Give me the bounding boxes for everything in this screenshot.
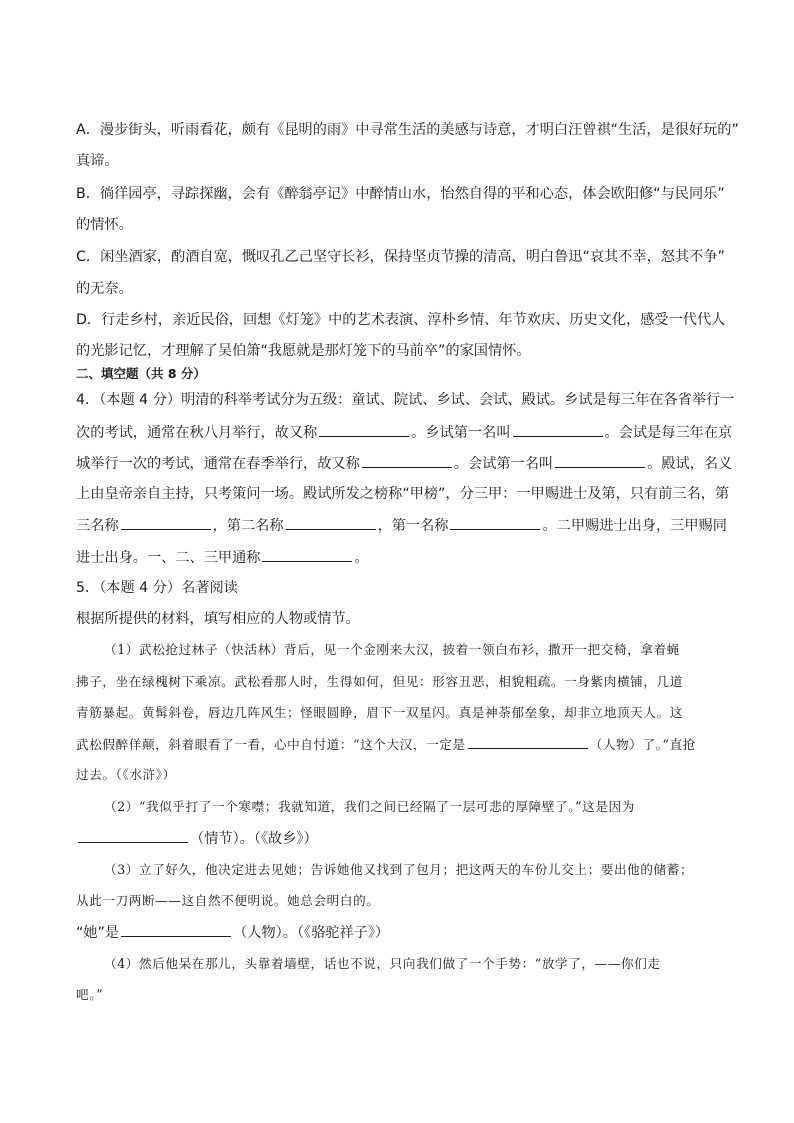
q4-line-4: 上由皇帝亲自主持，只考策问一场。殿试所发之榜称“甲榜”，分三甲：一甲赐进士及第，只有前三名，第 — [76, 486, 730, 502]
answer-blank[interactable] — [319, 422, 409, 437]
q5-passage-4-line-2: 吧。” — [76, 987, 104, 1002]
q4-text: 次的考试，通常在秋八月举行，故又称 — [76, 425, 318, 441]
q5-passage-1-line-4 — [76, 734, 696, 755]
answer-blank[interactable] — [468, 734, 588, 749]
answer-blank[interactable] — [78, 828, 188, 843]
choice-c-line-1: C．闲坐酒家，酌酒自宽，慨叹孔乙己坚守长衫，保持坚贞节操的清高，明白鲁迅“哀其不幸，怒其不争” — [76, 249, 725, 265]
q5-passage-1-line-5: 过去。（《水浒》） — [76, 767, 176, 782]
answer-blank[interactable] — [555, 453, 645, 468]
q5-passage-3-line-1: （3）立了好久，他决定进去见她；告诉她他又找到了包月；把这两天的车份儿交上；要出他的储蓄； — [104, 862, 694, 877]
choice-a-line-2: 真谛。 — [76, 153, 119, 169]
q4-text: 进士出身。一、二、三甲通称 — [76, 550, 261, 566]
q5-passage-2-line-2 — [76, 828, 318, 849]
q5-passage-1-line-1: （1）武松抢过林子（快活林）背后，见一个金刚来大汉，披着一领白布衫，撒开一把交椅，拿着蝇 — [104, 642, 680, 657]
q5-passage-4-line-1: （4）然后他呆在那儿，头靠着墙壁，话也不说，只向我们做了一个手势：“放学了，——你们走 — [104, 956, 661, 971]
q5-text: 武松假醉佯颠，斜着眼看了一看，心中自忖道：“这个大汉，一定是 — [76, 737, 466, 752]
answer-blank[interactable] — [362, 453, 452, 468]
choice-c-line-2: 的无奈。 — [76, 281, 133, 297]
q4-text: 三名称 — [76, 518, 119, 534]
choice-d-line-1: D．行走乡村，亲近民俗，回想《灯笼》中的艺术表演、淳朴乡情、年节欢庆、历史文化，感受一代代人 — [76, 312, 726, 328]
q5-text: “她”是 — [76, 925, 120, 941]
q4-line-1: 4．（本题 4 分）明清的科举考试分为五级：童试、院试、乡试、会试、殿试。乡试是每三年在各省举行一 — [76, 392, 735, 408]
q5-passage-3-line-2: 从此一刀两断——这自然不便明说。她总会明白的。 — [76, 893, 380, 908]
answer-blank[interactable] — [262, 547, 352, 562]
q4-line-2 — [76, 422, 732, 443]
q5-intro: 根据所提供的材料，填写相应的人物或情节。 — [76, 611, 360, 627]
q4-text: ，第一名称 — [377, 518, 449, 534]
q4-line-3 — [76, 453, 732, 474]
q4-text: 。会试第一名叫 — [453, 456, 554, 472]
q5-text: （人物）。（《骆驼祥子》） — [233, 925, 390, 941]
section-heading: 二、填空题（共 8 分） — [76, 366, 206, 381]
answer-blank[interactable] — [450, 515, 540, 530]
q4-text: 。乡试第一名叫 — [411, 425, 511, 441]
q4-text: ，第二名称 — [212, 518, 284, 534]
q4-line-6 — [76, 547, 369, 568]
q5-text: （情节）。（《故乡》） — [190, 831, 318, 847]
choice-a-line-1: A．漫步街头，听雨看花，颇有《昆明的雨》中寻常生活的美感与诗意，才明白汪曾祺“生活，是很好玩的” — [76, 122, 739, 138]
answer-blank[interactable] — [121, 515, 211, 530]
choice-b-line-1: B．徜徉园亭，寻踪探幽，会有《醉翁亭记》中醉情山水，怡然自得的平和心态，体会欧阳修“与民同乐” — [76, 186, 725, 202]
q5-passage-2-line-1: （2）“我似乎打了一个寒噤；我就知道，我们之间已经隔了一层可悲的厚障壁了。”这是因为 — [104, 799, 635, 814]
choice-d-line-2: 的光影记忆，才理解了吴伯箫“我愿就是那灯笼下的马前卒”的家国情怀。 — [76, 343, 531, 359]
q5-title: 5．（本题 4 分）名著阅读 — [76, 580, 238, 596]
q5-text: （人物）了。”直抢 — [589, 737, 696, 752]
q4-text: 。二甲赐进士出身，三甲赐同 — [542, 518, 727, 534]
q5-passage-3-line-3 — [76, 922, 389, 943]
choice-b-line-2: 的情怀。 — [76, 217, 133, 233]
q5-passage-1-line-3: 青筋暴起。黄髯斜卷，唇边几阵风生；怪眼圆睁，眉下一双星闪。真是神荼郁垒象，却非立地顶天人。这 — [76, 705, 683, 720]
answer-blank[interactable] — [286, 515, 376, 530]
q4-text: 。会试是每三年在京 — [604, 425, 733, 441]
q4-line-5 — [76, 515, 727, 536]
answer-blank[interactable] — [513, 422, 603, 437]
answer-blank[interactable] — [121, 922, 231, 937]
q4-text: 。殿试，名义 — [647, 456, 733, 472]
q4-text: 城举行一次的考试，通常在春季举行，故又称 — [76, 456, 360, 472]
q5-passage-1-line-2: 拂子，坐在绿槐树下乘凉。武松看那人时，生得如何，但见：形容丑恶，相貌粗疏。一身紫肉横铺，几道 — [76, 674, 683, 689]
q4-text: 。 — [354, 550, 369, 566]
